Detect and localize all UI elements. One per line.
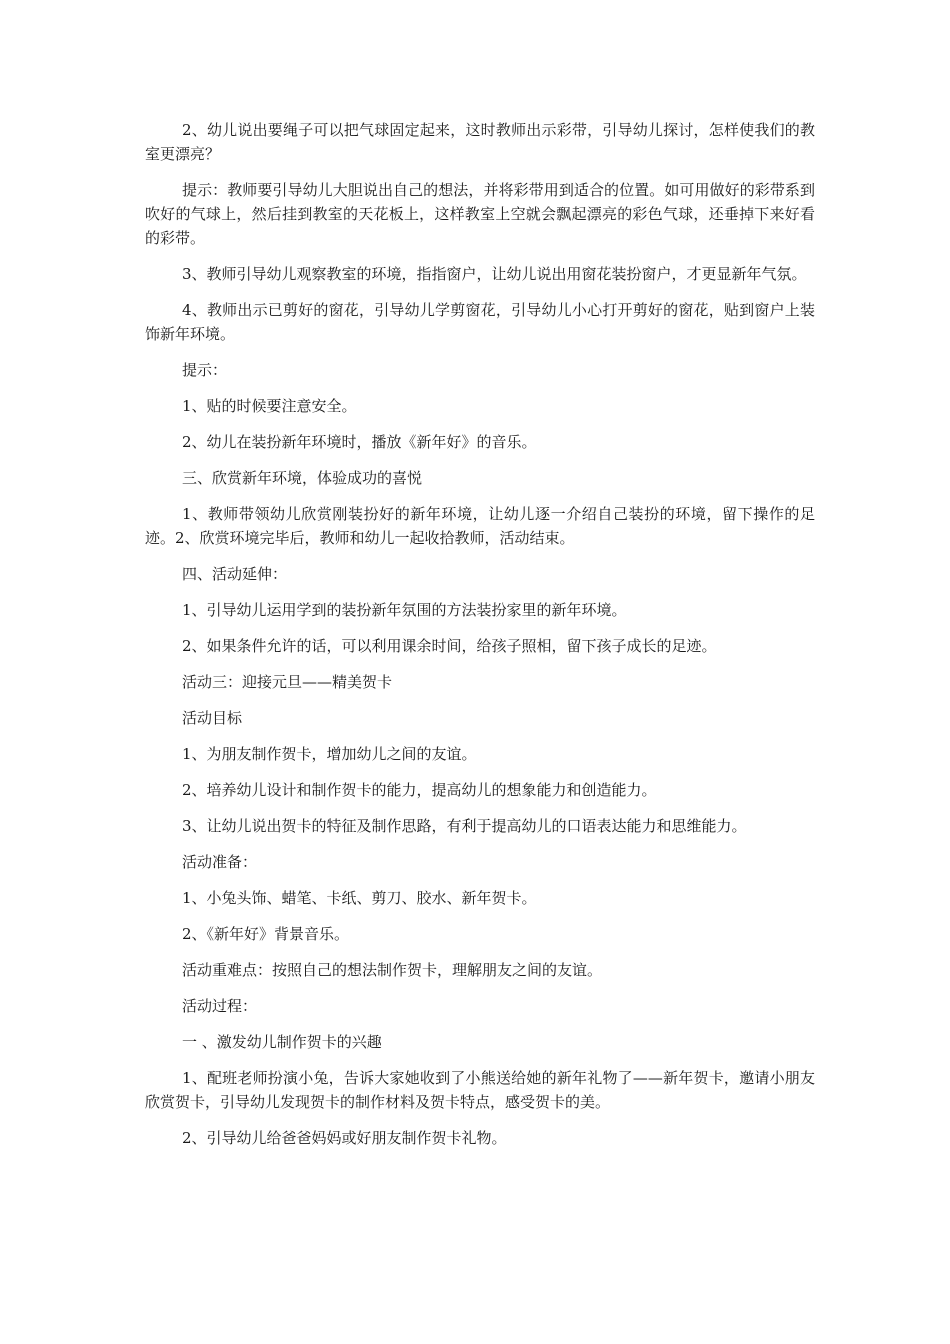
section-heading: 一 、激发幼儿制作贺卡的兴趣 (182, 1033, 382, 1051)
paragraph: 1、小兔头饰、蜡笔、卡纸、剪刀、胶水、新年贺卡。 (182, 889, 537, 907)
paragraph: 1、教师带领幼儿欣赏刚装扮好的新年环境，让幼儿逐一介绍自己装扮的环境，留下操作的足迹。2、欣赏环境完毕后，教师和幼儿一起收拾教师，活动结束。 (145, 505, 815, 547)
paragraph: 2、幼儿在装扮新年环境时，播放《新年好》的音乐。 (182, 433, 537, 451)
document-body (145, 118, 815, 1162)
paragraph: 2、如果条件允许的话，可以利用课余时间，给孩子照相，留下孩子成长的足迹。 (182, 637, 717, 655)
section-heading: 三、欣赏新年环境，体验成功的喜悦 (182, 469, 423, 487)
paragraph: 2、引导幼儿给爸爸妈妈或好朋友制作贺卡礼物。 (182, 1129, 507, 1147)
activity-title: 活动三：迎接元旦——精美贺卡 (182, 673, 393, 691)
paragraph: 提示： (182, 361, 228, 379)
paragraph: 提示：教师要引导幼儿大胆说出自己的想法，并将彩带用到适合的位置。如可用做好的彩带系到吹好的气球上，然后挂到教室的天花板上，这样教室上空就会飘起漂亮的彩色气球，还垂掉下来好看的彩带。 (145, 181, 815, 247)
paragraph: 2、幼儿说出要绳子可以把气球固定起来，这时教师出示彩带，引导幼儿探讨，怎样使我们的教室更漂亮？ (145, 121, 815, 163)
section-heading: 活动准备： (182, 853, 258, 871)
section-heading: 活动过程： (182, 997, 258, 1015)
paragraph: 活动重难点：按照自己的想法制作贺卡，理解朋友之间的友谊。 (182, 961, 603, 979)
paragraph: 2、《新年好》背景音乐。 (182, 925, 350, 943)
section-heading: 四、活动延伸： (182, 565, 288, 583)
paragraph: 1、为朋友制作贺卡，增加幼儿之间的友谊。 (182, 745, 477, 763)
paragraph: 3、让幼儿说出贺卡的特征及制作思路，有利于提高幼儿的口语表达能力和思维能力。 (182, 817, 747, 835)
paragraph: 3、教师引导幼儿观察教室的环境，指指窗户，让幼儿说出用窗花装扮窗户，才更显新年气氛。 (182, 265, 807, 283)
paragraph: 4、教师出示已剪好的窗花，引导幼儿学剪窗花，引导幼儿小心打开剪好的窗花，贴到窗户上装饰新年环境。 (145, 301, 815, 343)
paragraph: 2、培养幼儿设计和制作贺卡的能力，提高幼儿的想象能力和创造能力。 (182, 781, 657, 799)
section-heading: 活动目标 (182, 709, 243, 727)
paragraph: 1、引导幼儿运用学到的装扮新年氛围的方法装扮家里的新年环境。 (182, 601, 627, 619)
paragraph: 1、配班老师扮演小兔，告诉大家她收到了小熊送给她的新年礼物了——新年贺卡，邀请小朋友欣赏贺卡，引导幼儿发现贺卡的制作材料及贺卡特点，感受贺卡的美。 (145, 1069, 815, 1111)
paragraph: 1、贴的时候要注意安全。 (182, 397, 357, 415)
